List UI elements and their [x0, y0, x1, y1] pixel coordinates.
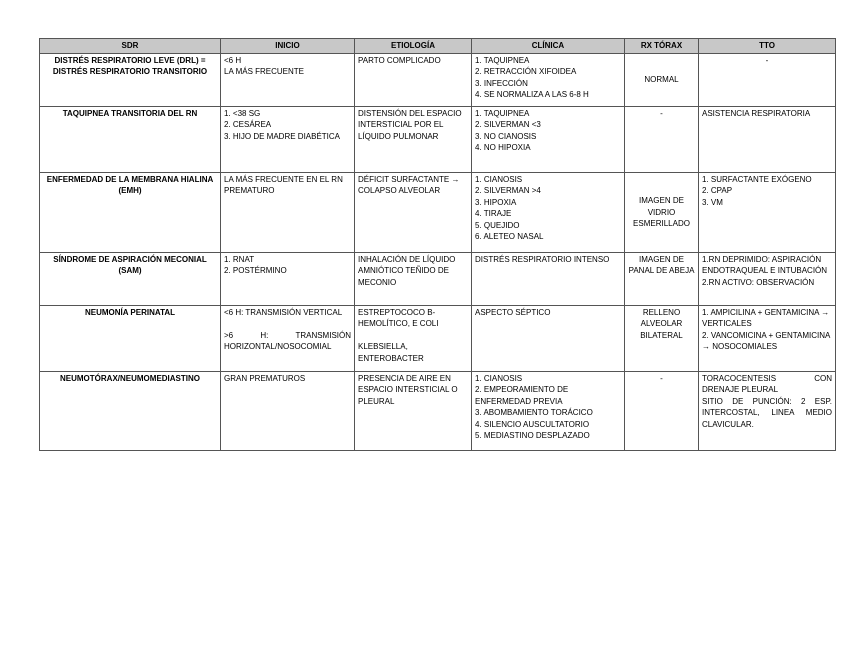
tto-line: 3. VM	[702, 197, 723, 207]
header-row	[40, 39, 836, 54]
clinica-line: ASPECTO SÉPTICO	[475, 308, 551, 317]
inicio-line: GRAN PREMATUROS	[224, 374, 306, 383]
table-row	[40, 253, 836, 306]
rx-torax-value: IMAGEN DE VIDRIO ESMERILLADO	[633, 196, 690, 229]
inicio-line: 1. <38 SG	[224, 109, 261, 118]
inicio-cell	[221, 107, 355, 173]
inicio-cell	[221, 306, 355, 372]
clinica-line: 4. TIRAJE	[475, 209, 512, 219]
clinica-line: 4. SILENCIO AUSCULTATORIO	[475, 419, 590, 429]
etiologia-line: DISTENSIÓN DEL ESPACIO INTERSTICIAL POR EL LÍQUIDO PULMONAR	[358, 109, 462, 141]
inicio-line: LA MÁS FRECUENTE	[224, 67, 305, 77]
rx-torax-cell	[625, 306, 699, 372]
header-etiologia: ETIOLOGÍA	[355, 39, 472, 54]
clinica-line: 1. TAQUIPNEA	[475, 56, 530, 65]
etiologia-cell	[355, 306, 472, 372]
inicio-line: >6 H: TRANSMISIÓN HORIZONTAL/NOSOCOMIAL	[224, 330, 351, 352]
tto-cell	[699, 54, 836, 107]
clinica-line: 3. INFECCIÓN	[475, 78, 528, 88]
etiologia-cell	[355, 173, 472, 253]
clinica-cell	[472, 173, 625, 253]
etiologia-line: ESTREPTOCOCO B-HEMOLÍTICO, E COLI	[358, 308, 439, 329]
line-spacer	[358, 330, 468, 341]
rx-torax-cell	[625, 372, 699, 451]
etiologia-line: DÉFICIT SURFACTANTE → COLAPSO ALVEOLAR	[358, 175, 460, 196]
header-clinica: CLÍNICA	[472, 39, 625, 54]
inicio-cell	[221, 54, 355, 107]
tto-cell	[699, 372, 836, 451]
tto-line: 2. CPAP	[702, 186, 733, 196]
clinica-cell	[472, 372, 625, 451]
clinica-line: 3. HIPOXIA	[475, 197, 517, 207]
rx-torax-value: NORMAL	[644, 75, 679, 85]
rx-torax-cell	[625, 54, 699, 107]
etiologia-cell	[355, 107, 472, 173]
etiologia-line: PARTO COMPLICADO	[358, 56, 441, 65]
clinica-line: 5. MEDIASTINO DESPLAZADO	[475, 431, 590, 441]
tto-cell	[699, 173, 836, 253]
rx-torax-cell	[625, 173, 699, 253]
clinica-line: 2. SILVERMAN >4	[475, 186, 541, 196]
table-row	[40, 54, 836, 107]
etiologia-cell	[355, 54, 472, 107]
line-spacer	[224, 318, 351, 329]
clinica-line: 2. EMPEORAMIENTO DE ENFERMEDAD PREVIA	[475, 385, 569, 406]
clinica-line: 4. SE NORMALIZA A LAS 6-8 H	[475, 90, 589, 100]
inicio-cell	[221, 372, 355, 451]
inicio-line: LA MÁS FRECUENTE EN EL RN PREMATURO	[224, 175, 343, 196]
etiologia-line: PRESENCIA DE AIRE EN ESPACIO INTERSTICIAL O PLEURAL	[358, 374, 458, 406]
tto-line: 2. VANCOMICINA + GENTAMICINA → NOSOCOMIALES	[702, 330, 830, 352]
etiologia-cell	[355, 372, 472, 451]
tto-line: 2.RN ACTIVO: OBSERVACIÓN	[702, 277, 815, 287]
clinica-line: 5. QUEJIDO	[475, 220, 520, 230]
tto-line: SITIO DE PUNCIÓN: 2 ESP. INTERCOSTAL, LINEA MEDIO CLAVICULAR.	[702, 396, 832, 429]
inicio-line: 3. HIJO DE MADRE DIABÉTICA	[224, 131, 341, 141]
sdr-name: DISTRÉS RESPIRATORIO LEVE (DRL) = DISTRÉS RESPIRATORIO TRANSITORIO	[40, 54, 221, 107]
clinica-line: 2. RETRACCIÓN XIFOIDEA	[475, 67, 577, 77]
clinica-line: 2. SILVERMAN <3	[475, 120, 541, 130]
sdr-name: TAQUIPNEA TRANSITORIA DEL RN	[40, 107, 221, 173]
clinica-line: 1. CIANOSIS	[475, 175, 523, 184]
tto-line: 1.RN DEPRIMIDO: ASPIRACIÓN ENDOTRAQUEAL E INTUBACIÓN	[702, 255, 828, 276]
tto-line: -	[765, 56, 769, 65]
tto-cell	[699, 107, 836, 173]
tto-line: 1. AMPICILINA + GENTAMICINA → VERTICALES	[702, 308, 830, 329]
rx-torax-value: -	[660, 374, 663, 383]
clinica-line: 6. ALETEO NASAL	[475, 232, 544, 242]
inicio-cell	[221, 173, 355, 253]
header-rx-torax: RX TÓRAX	[625, 39, 699, 54]
inicio-line: <6 H: TRANSMISIÓN VERTICAL	[224, 308, 343, 317]
clinica-line: 3. ABOMBAMIENTO TORÁCICO	[475, 408, 593, 418]
inicio-line: 2. CESÁREA	[224, 120, 272, 130]
table-row	[40, 107, 836, 173]
clinica-cell	[472, 253, 625, 306]
clinica-cell	[472, 54, 625, 107]
rx-torax-cell	[625, 107, 699, 173]
clinica-line: 3. NO CIANOSIS	[475, 131, 537, 141]
table-header	[40, 39, 836, 54]
clinica-line: 4. NO HIPOXIA	[475, 143, 531, 153]
sdr-name: NEUMOTÓRAX/NEUMOMEDIASTINO	[40, 372, 221, 451]
clinica-line: DISTRÉS RESPIRATORIO INTENSO	[475, 255, 610, 264]
tto-line: 1. SURFACTANTE EXÓGENO	[702, 175, 812, 184]
table-row	[40, 372, 836, 451]
header-tto: TTO	[699, 39, 836, 54]
clinica-line: 1. TAQUIPNEA	[475, 109, 530, 118]
etiologia-line: INHALACIÓN DE LÍQUIDO AMNIÓTICO TEÑIDO DE MECONIO	[358, 255, 456, 287]
clinica-line: 1. CIANOSIS	[475, 374, 523, 383]
tto-cell	[699, 253, 836, 306]
inicio-line: 1. RNAT	[224, 255, 255, 264]
table-row	[40, 306, 836, 372]
etiologia-line: KLEBSIELLA, ENTEROBACTER	[358, 342, 424, 363]
inicio-cell	[221, 253, 355, 306]
tto-line: TORACOCENTESIS CON DRENAJE PLEURAL	[702, 374, 832, 395]
sdr-name: NEUMONÍA PERINATAL	[40, 306, 221, 372]
tto-cell	[699, 306, 836, 372]
inicio-line: <6 H	[224, 56, 242, 65]
table-row	[40, 173, 836, 253]
rx-torax-value: RELLENO ALVEOLAR BILATERAL	[640, 308, 683, 340]
sdr-name: ENFERMEDAD DE LA MEMBRANA HIALINA (EMH)	[40, 173, 221, 253]
clinica-cell	[472, 107, 625, 173]
header-sdr: SDR	[40, 39, 221, 54]
tto-line: ASISTENCIA RESPIRATORIA	[702, 109, 811, 118]
rx-torax-cell	[625, 253, 699, 306]
rx-torax-value: IMAGEN DE PANAL DE ABEJA	[628, 255, 695, 276]
etiologia-cell	[355, 253, 472, 306]
sdr-table	[39, 38, 836, 451]
header-inicio: INICIO	[221, 39, 355, 54]
clinica-cell	[472, 306, 625, 372]
sdr-name: SÍNDROME DE ASPIRACIÓN MECONIAL (SAM)	[40, 253, 221, 306]
rx-torax-value: -	[660, 109, 663, 118]
inicio-line: 2. POSTÉRMINO	[224, 266, 287, 276]
